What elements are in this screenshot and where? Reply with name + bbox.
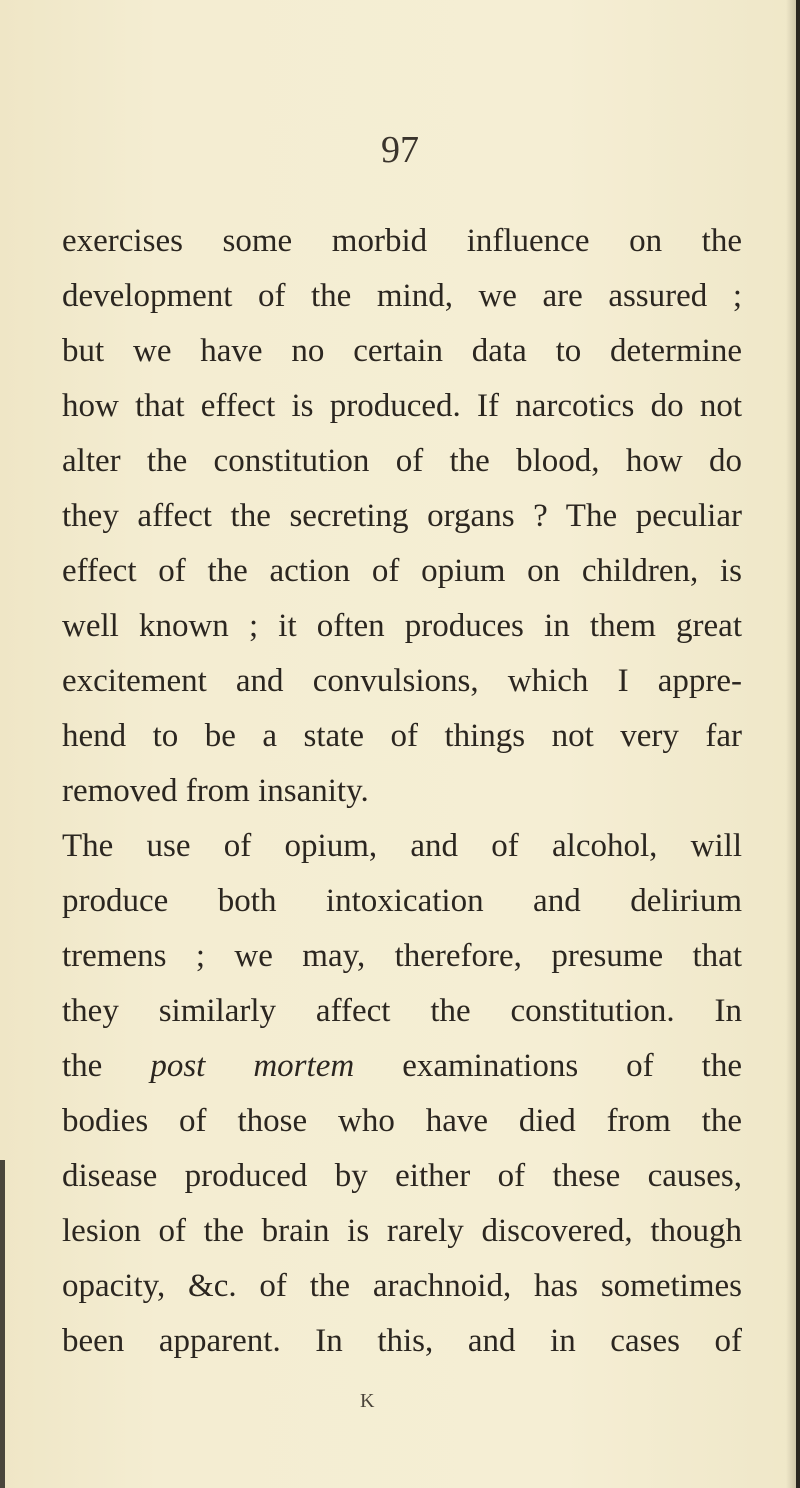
text-line: produce both intoxication and delirium <box>62 883 742 919</box>
text-line: been apparent. In this, and in cases of <box>62 1323 742 1359</box>
italic-phrase: post mortem <box>150 1048 355 1084</box>
text-line: bodies of those who have died from the <box>62 1103 742 1139</box>
text-line-with-italic <box>62 1039 742 1094</box>
text-line: they similarly affect the constitution. In <box>62 993 742 1029</box>
text-line: well known ; it often produces in them great <box>62 608 742 644</box>
text-line: but we have no certain data to determine <box>62 333 742 369</box>
binding-shadow <box>0 1160 5 1488</box>
text-line: removed from insanity. <box>62 773 369 809</box>
text-line: they affect the secreting organs ? The peculiar <box>62 498 742 534</box>
text-segment: the <box>62 1048 151 1084</box>
signature-mark: K <box>360 1390 375 1412</box>
text-line: how that effect is produced. If narcotics do not <box>62 388 742 424</box>
text-line: excitement and convulsions, which I appre- <box>62 663 742 699</box>
text-line: hend to be a state of things not very far <box>62 718 742 754</box>
text-line: opacity, &c. of the arachnoid, has sometimes <box>62 1268 742 1304</box>
page-edge-shadow <box>786 0 796 1488</box>
text-segment: examinations of the <box>354 1048 742 1084</box>
text-line: disease produced by either of these causes, <box>62 1158 742 1194</box>
text-line: development of the mind, we are assured ; <box>62 278 742 314</box>
page-number: 97 <box>381 129 419 171</box>
body-text <box>62 214 742 1369</box>
text-line: exercises some morbid influence on the <box>62 223 742 259</box>
text-line: effect of the action of opium on children, is <box>62 553 742 589</box>
text-line: lesion of the brain is rarely discovered, though <box>62 1213 742 1249</box>
text-line: tremens ; we may, therefore, presume that <box>62 938 742 974</box>
text-line: alter the constitution of the blood, how do <box>62 443 742 479</box>
paragraph-start-line: The use of opium, and of alcohol, will <box>62 828 742 864</box>
page-edge <box>796 0 800 1488</box>
